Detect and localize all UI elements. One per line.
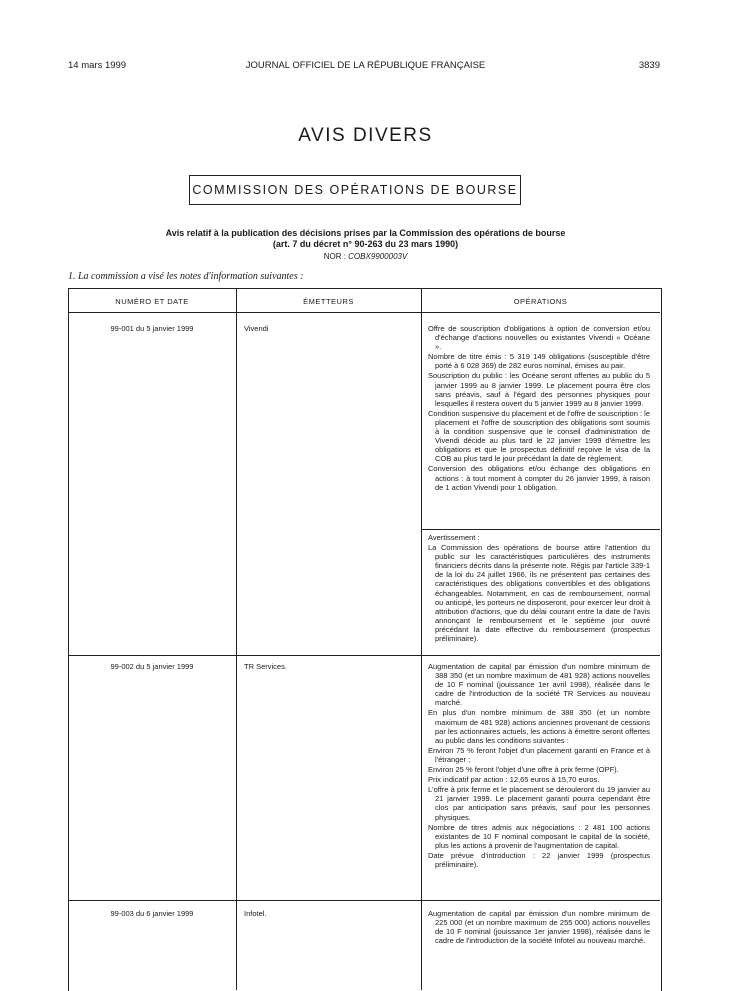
column-divider-2 (421, 288, 422, 990)
avis-heading-line1: Avis relatif à la publication des décisions prises par la Commission des opérations de bourse (165, 228, 566, 238)
row2-number-date: 99-002 du 5 janvier 1999 (110, 662, 194, 671)
row3-op-1: Augmentation de capital par émission d'un nombre minimum de 225 000 (et un nombre maximum de 255 000) actions nouvelles de 10 F nominal (jouissance 1er janvier 1998), réalisée dans le cadre de l'introduction de la société Infotel au nouveau marché. (428, 909, 650, 946)
row3-number-date: 99-003 du 6 janvier 1999 (110, 909, 194, 918)
row1-warning (428, 533, 650, 644)
row1-op-5: Conversion des obligations et/ou échange des obligations en actions : à tout moment à compter du 26 janvier 1999, à raison de 1 action Vivendi pour 1 obligation. (428, 464, 650, 492)
avis-heading-line2: (art. 7 du décret n° 90-263 du 23 mars 1990) (272, 239, 459, 249)
row2-emitter: TR Services. (244, 662, 287, 671)
row2-op-4: Environ 25 % feront l'objet d'une offre à prix ferme (OPF). (428, 765, 619, 775)
nor-reference (0, 252, 731, 261)
row1-op-4: Condition suspensive du placement et de l'offre de souscription : le placement et l'offre de souscription des obligations sont soumis à la condition suspensive que le conseil d'administration de Vivendi décide au plus tard le 22 janvier 1999 d'émettre les obligations et que le prospectus définitif reçoive le visa de la COB au plus tard le jour précédant la date de règlement. (428, 408, 650, 464)
header-row-divider (68, 312, 660, 313)
column-divider-1 (236, 288, 237, 990)
row1-op-3: Souscription du public : les Océane seront offertes au public du 5 janvier 1999 au 8 janvier 1999. Le placement pourra être clos sans préavis, sauf à l'égard des personnes physiques pour lesquelles il restera ouvert du 5 janvier 1999 au 8 janvier 1999. (428, 371, 650, 408)
section-title: AVIS DIVERS (298, 125, 433, 146)
commission-title-box (189, 175, 521, 205)
row1-op-1: Offre de souscription d'obligations à option de conversion et/ou d'échange d'actions nouvelles ou existantes Vivendi « Océane ». (428, 324, 650, 352)
row2-op-6: L'offre à prix ferme et le placement se dérouleront du 19 janvier au 21 janvier 1999. Le placement garanti pourra cependant être clos par anticipation sans préavis, sauf pour les personnes physiques. (428, 785, 650, 822)
row1-op-2: Nombre de titre émis : 5 319 149 obligations (susceptible d'être porté à 6 028 369) de 282 euros nominal, émises au pair. (428, 352, 650, 371)
row2-op-8: Date prévue d'introduction : 22 janvier 1999 (prospectus préliminaire). (428, 850, 650, 869)
row1-operations (428, 324, 650, 493)
column-header-operations: OPÉRATIONS (513, 297, 568, 306)
row3-emitter: Infotel. (244, 909, 267, 918)
avis-heading (0, 228, 731, 250)
row3-operations (428, 909, 650, 946)
row2-op-2: En plus d'un nombre minimum de 388 350 (et un nombre maximum de 481 928) actions anciennes provenant de cessions par les actionnaires actuels, les actions à émettre seront offertes au public dans les conditions suivantes : (428, 708, 650, 745)
row2-op-5: Prix indicatif par action : 12,65 euros à 15,70 euros. (428, 775, 600, 785)
nor-label: NOR : (323, 252, 346, 261)
row1-warning-text: La Commission des opérations de bourse attire l'attention du public sur les caractéristiques particulières des instruments financiers décrits dans la présente note. Régis par l'article 339-1 de la loi du 24 juillet 1966, ils ne présentent pas certaines des caractéristiques des obligations convertibles et des obligations échangeables. Notamment, en cas de remboursement, normal ou anticipé, les porteurs ne disposeront, pour exercer leur droit à attribution d'actions, que du délai courant entre la date de l'avis annonçant le remboursement et le septième jour ouvré précédant la date effective du remboursement (prospectus préliminaire). (428, 543, 650, 644)
header-page-number: 3839 (638, 60, 660, 71)
header-journal-title: JOURNAL OFFICIEL DE LA RÉPUBLIQUE FRANÇAISE (245, 60, 486, 71)
row1-warning-divider (421, 529, 660, 530)
column-header-number-date: NUMÉRO ET DATE (115, 297, 189, 306)
row1-emitter: Vivendi (244, 324, 269, 333)
column-header-emitters: ÉMETTEURS (303, 297, 354, 306)
row2-op-7: Nombre de titres admis aux négociations : 2 481 100 actions existantes de 10 F nominal composant le capital de la société, plus les actions à provenir de l'augmentation de capital. (428, 822, 650, 850)
commission-title: COMMISSION DES OPÉRATIONS DE BOURSE (192, 183, 518, 197)
nor-code: COBX9900003V (348, 252, 408, 261)
row2-op-3: Environ 75 % feront l'objet d'un placement garanti en France et à l'étranger ; (428, 745, 650, 764)
section-intro: 1. La commission a visé les notes d'information suivantes : (68, 271, 304, 282)
row-divider-2 (68, 900, 660, 901)
row2-operations (428, 662, 650, 870)
row1-warning-title: Avertissement : (428, 533, 480, 542)
row-divider-1 (68, 655, 660, 656)
row2-op-1: Augmentation de capital par émission d'un nombre minimum de 388 350 (et un nombre maximum de 481 928) actions nouvelles de 10 F nominal (jouissance 1er avril 1998), réalisée dans le cadre de l'introduction de la société TR Services au nouveau marché. (428, 662, 650, 708)
header-date: 14 mars 1999 (68, 60, 127, 71)
row1-number-date: 99-001 du 5 janvier 1999 (110, 324, 194, 333)
